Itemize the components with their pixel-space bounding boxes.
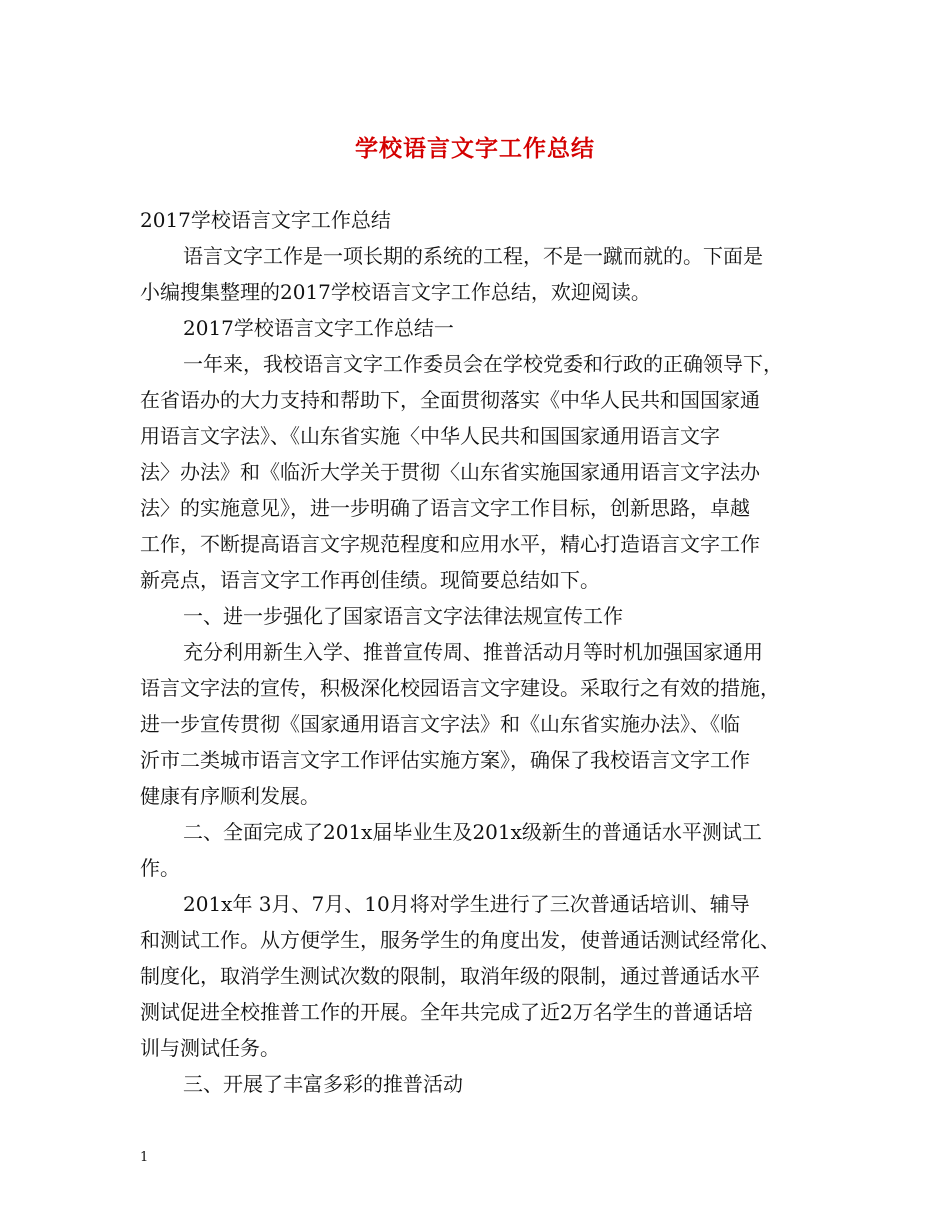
page-number: 1: [140, 1150, 149, 1165]
text-line: 法〉办法》和《临沂大学关于贯彻〈山东省实施国家通用语言文字法办: [140, 460, 760, 484]
text-line: 健康有序顺利发展。: [140, 784, 320, 808]
text-line: 法〉的实施意见》，进一步明确了语言文字工作目标，创新思路，卓越: [140, 496, 750, 520]
text-line: 工作，不断提高语言文字规范程度和应用水平，精心打造语言文字工作: [140, 532, 760, 556]
text-line: 201x年 3月、7月、10月将对学生进行了三次普通话培训、辅导: [183, 892, 750, 916]
text-line: 用语言文字法》、《山东省实施〈中华人民共和国国家通用语言文字: [140, 424, 720, 448]
text-line: 语言文字工作是一项长期的系统的工程，不是一蹴而就的。下面是: [183, 244, 763, 268]
text-line: 语言文字法的宣传，积极深化校园语言文字建设。采取行之有效的措施，: [140, 676, 780, 700]
text-line: 和测试工作。从方便学生，服务学生的角度出发，使普通话测试经常化、: [140, 928, 780, 952]
text-line: 二、全面完成了201x届毕业生及201x级新生的普通话水平测试工: [183, 820, 762, 844]
text-line: 三、开展了丰富多彩的推普活动: [183, 1072, 463, 1096]
text-line: 沂市二类城市语言文字工作评估实施方案》，确保了我校语言文字工作: [140, 748, 750, 772]
text-line: 一、进一步强化了国家语言文字法律法规宣传工作: [183, 604, 623, 628]
text-line: 2017学校语言文字工作总结: [140, 208, 391, 232]
text-line: 作。: [140, 856, 180, 880]
text-line: 新亮点，语言文字工作再创佳绩。现简要总结如下。: [140, 568, 600, 592]
text-line: 在省语办的大力支持和帮助下，全面贯彻落实《中华人民共和国国家通: [140, 388, 760, 412]
text-line: 制度化，取消学生测试次数的限制，取消年级的限制，通过普通话水平: [140, 964, 760, 988]
page-title: 学校语言文字工作总结: [355, 135, 595, 162]
text-line: 进一步宣传贯彻《国家通用语言文字法》和《山东省实施办法》、《临: [140, 712, 740, 736]
text-line: 一年来，我校语言文字工作委员会在学校党委和行政的正确领导下，: [183, 352, 783, 376]
text-line: 测试促进全校推普工作的开展。全年共完成了近2万名学生的普通话培: [140, 1000, 753, 1024]
text-line: 2017学校语言文字工作总结一: [183, 316, 454, 340]
text-line: 训与测试任务。: [140, 1036, 280, 1060]
text-line: 充分利用新生入学、推普宣传周、推普活动月等时机加强国家通用: [183, 640, 763, 664]
text-line: 小编搜集整理的2017学校语言文字工作总结，欢迎阅读。: [140, 280, 651, 304]
